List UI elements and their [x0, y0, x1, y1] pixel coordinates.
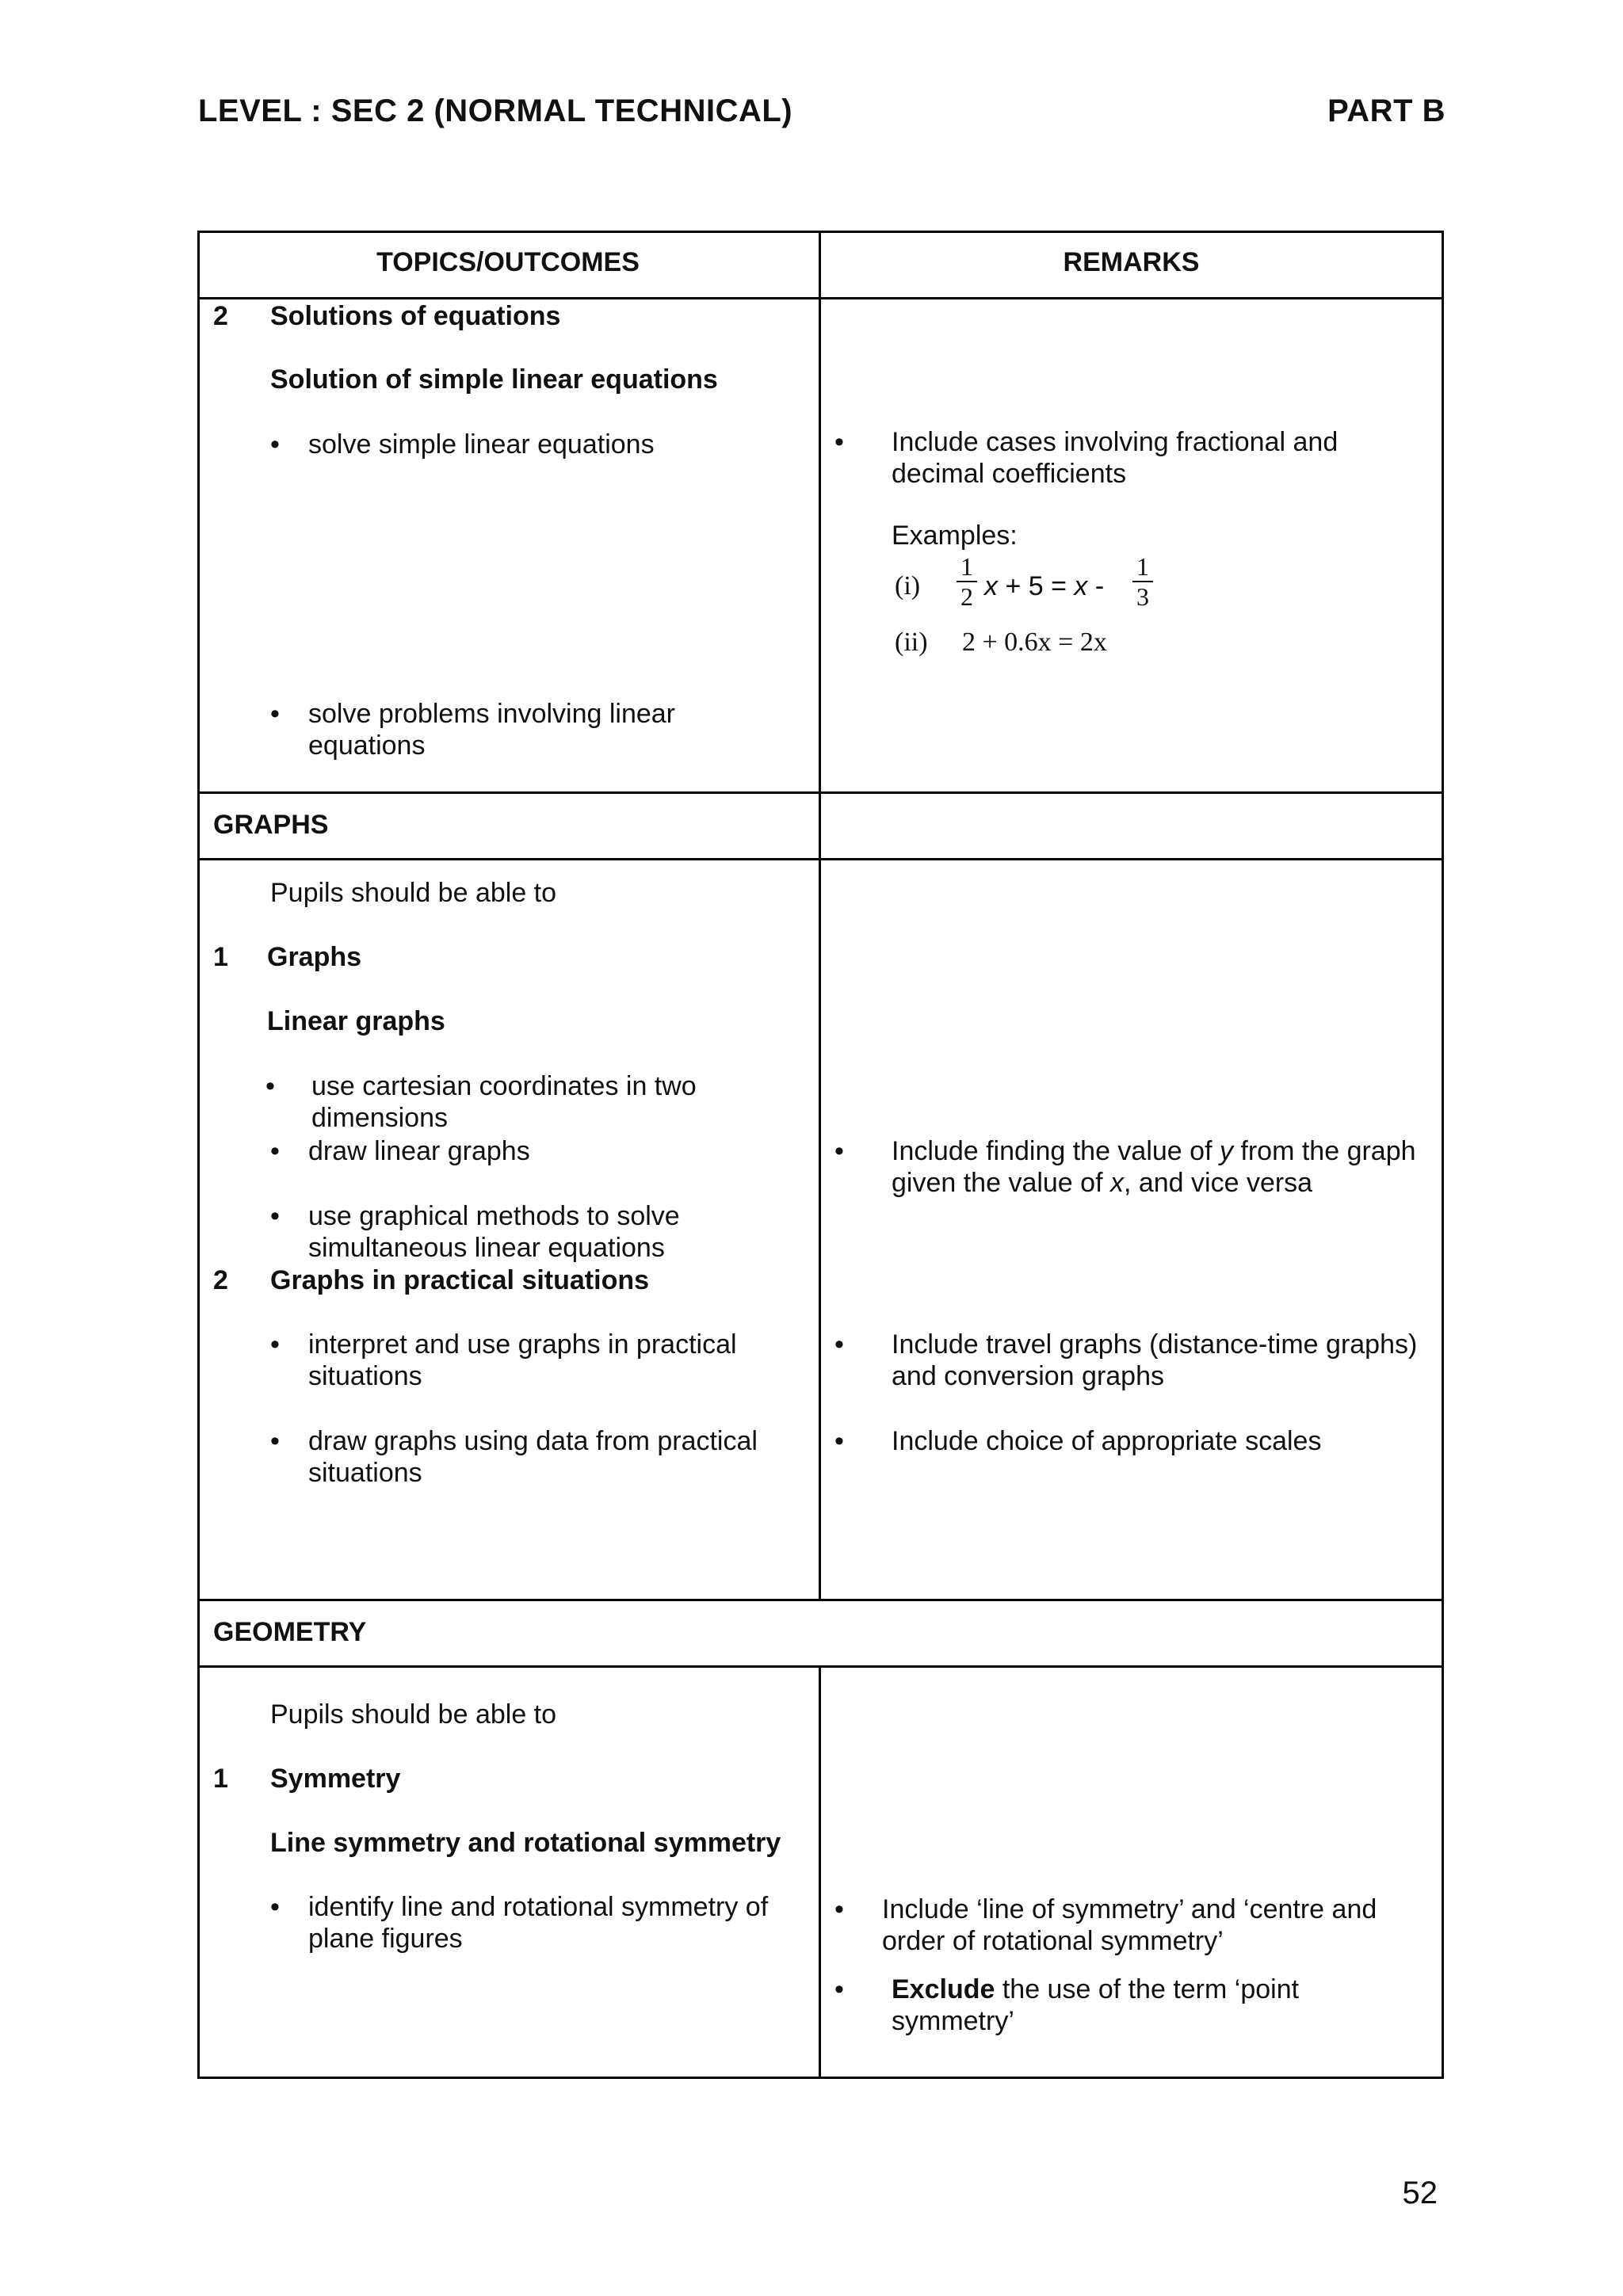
part-heading: PART B [1327, 93, 1445, 128]
topic-title: Graphs in practical situations [270, 1265, 650, 1295]
outcome-item: solve problems involving linear [308, 699, 676, 729]
outcome-item: draw linear graphs [308, 1136, 530, 1166]
column-divider-lower [819, 1665, 821, 2079]
example-1-label: (i) [895, 571, 921, 601]
outcome-item-continued: simultaneous linear equations [308, 1233, 665, 1263]
subtopic-title: Solution of simple linear equations [270, 364, 718, 395]
outcome-item: identify line and rotational symmetry of [308, 1892, 769, 1922]
fraction-denominator: 3 [1136, 582, 1149, 611]
equation-expression: x + 5 = x - [984, 571, 1105, 601]
remarks-column-header: REMARKS [1063, 247, 1200, 277]
remark-item-continued: order of rotational symmetry’ [882, 1926, 1224, 1956]
outcome-item: use cartesian coordinates in two [311, 1071, 697, 1101]
examples-label: Examples: [892, 521, 1018, 551]
outcome-item: use graphical methods to solve [308, 1201, 680, 1231]
bullet-icon [270, 1329, 280, 1360]
outcome-item: interpret and use graphs in practical [308, 1329, 737, 1360]
fraction-numerator: 1 [1136, 552, 1149, 581]
bullet-icon [270, 1425, 280, 1457]
subtopic-title: Linear graphs [267, 1006, 445, 1036]
bullet-icon [270, 1200, 280, 1232]
bullet-icon [270, 429, 280, 460]
intro-text: Pupils should be able to [270, 1699, 557, 1730]
remark-text: the use of the term ‘point [995, 1974, 1300, 2004]
bullet-icon [834, 426, 844, 458]
remark-item: Include finding the value of y from the graph [892, 1136, 1416, 1166]
remark-item-continued: symmetry’ [892, 2006, 1014, 2036]
remark-item-continued: decimal coefficients [892, 459, 1127, 489]
fraction-denominator: 2 [960, 582, 973, 611]
fraction-numerator: 1 [960, 552, 973, 581]
equation-expression: 2 + 0.6x = 2x [962, 627, 1107, 657]
topic-number: 1 [213, 1764, 228, 1794]
remark-item: Include cases involving fractional and [892, 427, 1338, 457]
remark-item-continued: given the value of x, and vice versa [892, 1168, 1313, 1198]
bullet-icon [265, 1070, 275, 1102]
topic-number: 2 [213, 1265, 228, 1295]
remark-item-continued: and conversion graphs [892, 1361, 1165, 1391]
section-heading-graphs: GRAPHS [213, 810, 329, 840]
outcome-item-continued: equations [308, 730, 426, 761]
bullet-icon [270, 698, 280, 730]
topic-title: Graphs [267, 942, 362, 972]
remark-item: Include travel graphs (distance-time graphs) [892, 1329, 1418, 1360]
topic-title: Solutions of equations [270, 301, 561, 331]
bullet-icon [834, 1425, 844, 1457]
level-heading: LEVEL : SEC 2 (NORMAL TECHNICAL) [198, 93, 793, 128]
section-heading-geometry: GEOMETRY [213, 1617, 367, 1647]
outcome-item: solve simple linear equations [308, 429, 655, 460]
outcome-item-continued: situations [308, 1361, 422, 1391]
remark-item [892, 1974, 1299, 2005]
column-divider-upper [819, 231, 821, 1601]
topic-number: 2 [213, 301, 228, 331]
example-2-label: (ii) [895, 627, 928, 657]
outcome-item-continued: plane figures [308, 1924, 463, 1954]
exclude-emphasis: Exclude [892, 1974, 995, 2004]
bullet-icon [834, 1894, 844, 1925]
intro-text: Pupils should be able to [270, 878, 557, 908]
bullet-icon [270, 1891, 280, 1923]
remark-item: Include choice of appropriate scales [892, 1426, 1322, 1456]
page-number: 52 [1402, 2176, 1438, 2210]
remark-item: Include ‘line of symmetry’ and ‘centre and [882, 1894, 1377, 1924]
topic-number: 1 [213, 942, 228, 972]
table-border-right [1442, 231, 1444, 2079]
subtopic-title: Line symmetry and rotational symmetry [270, 1828, 781, 1858]
syllabus-table [197, 231, 1444, 2079]
topics-column-header: TOPICS/OUTCOMES [376, 247, 640, 277]
bullet-icon [834, 1329, 844, 1360]
topic-title: Symmetry [270, 1764, 401, 1794]
outcome-item-continued: situations [308, 1458, 422, 1488]
bullet-icon [834, 1135, 844, 1167]
outcome-item-continued: dimensions [311, 1103, 448, 1133]
bullet-icon [270, 1135, 280, 1167]
table-border-left [197, 231, 200, 2079]
bullet-icon [834, 1974, 844, 2005]
outcome-item: draw graphs using data from practical [308, 1426, 758, 1456]
